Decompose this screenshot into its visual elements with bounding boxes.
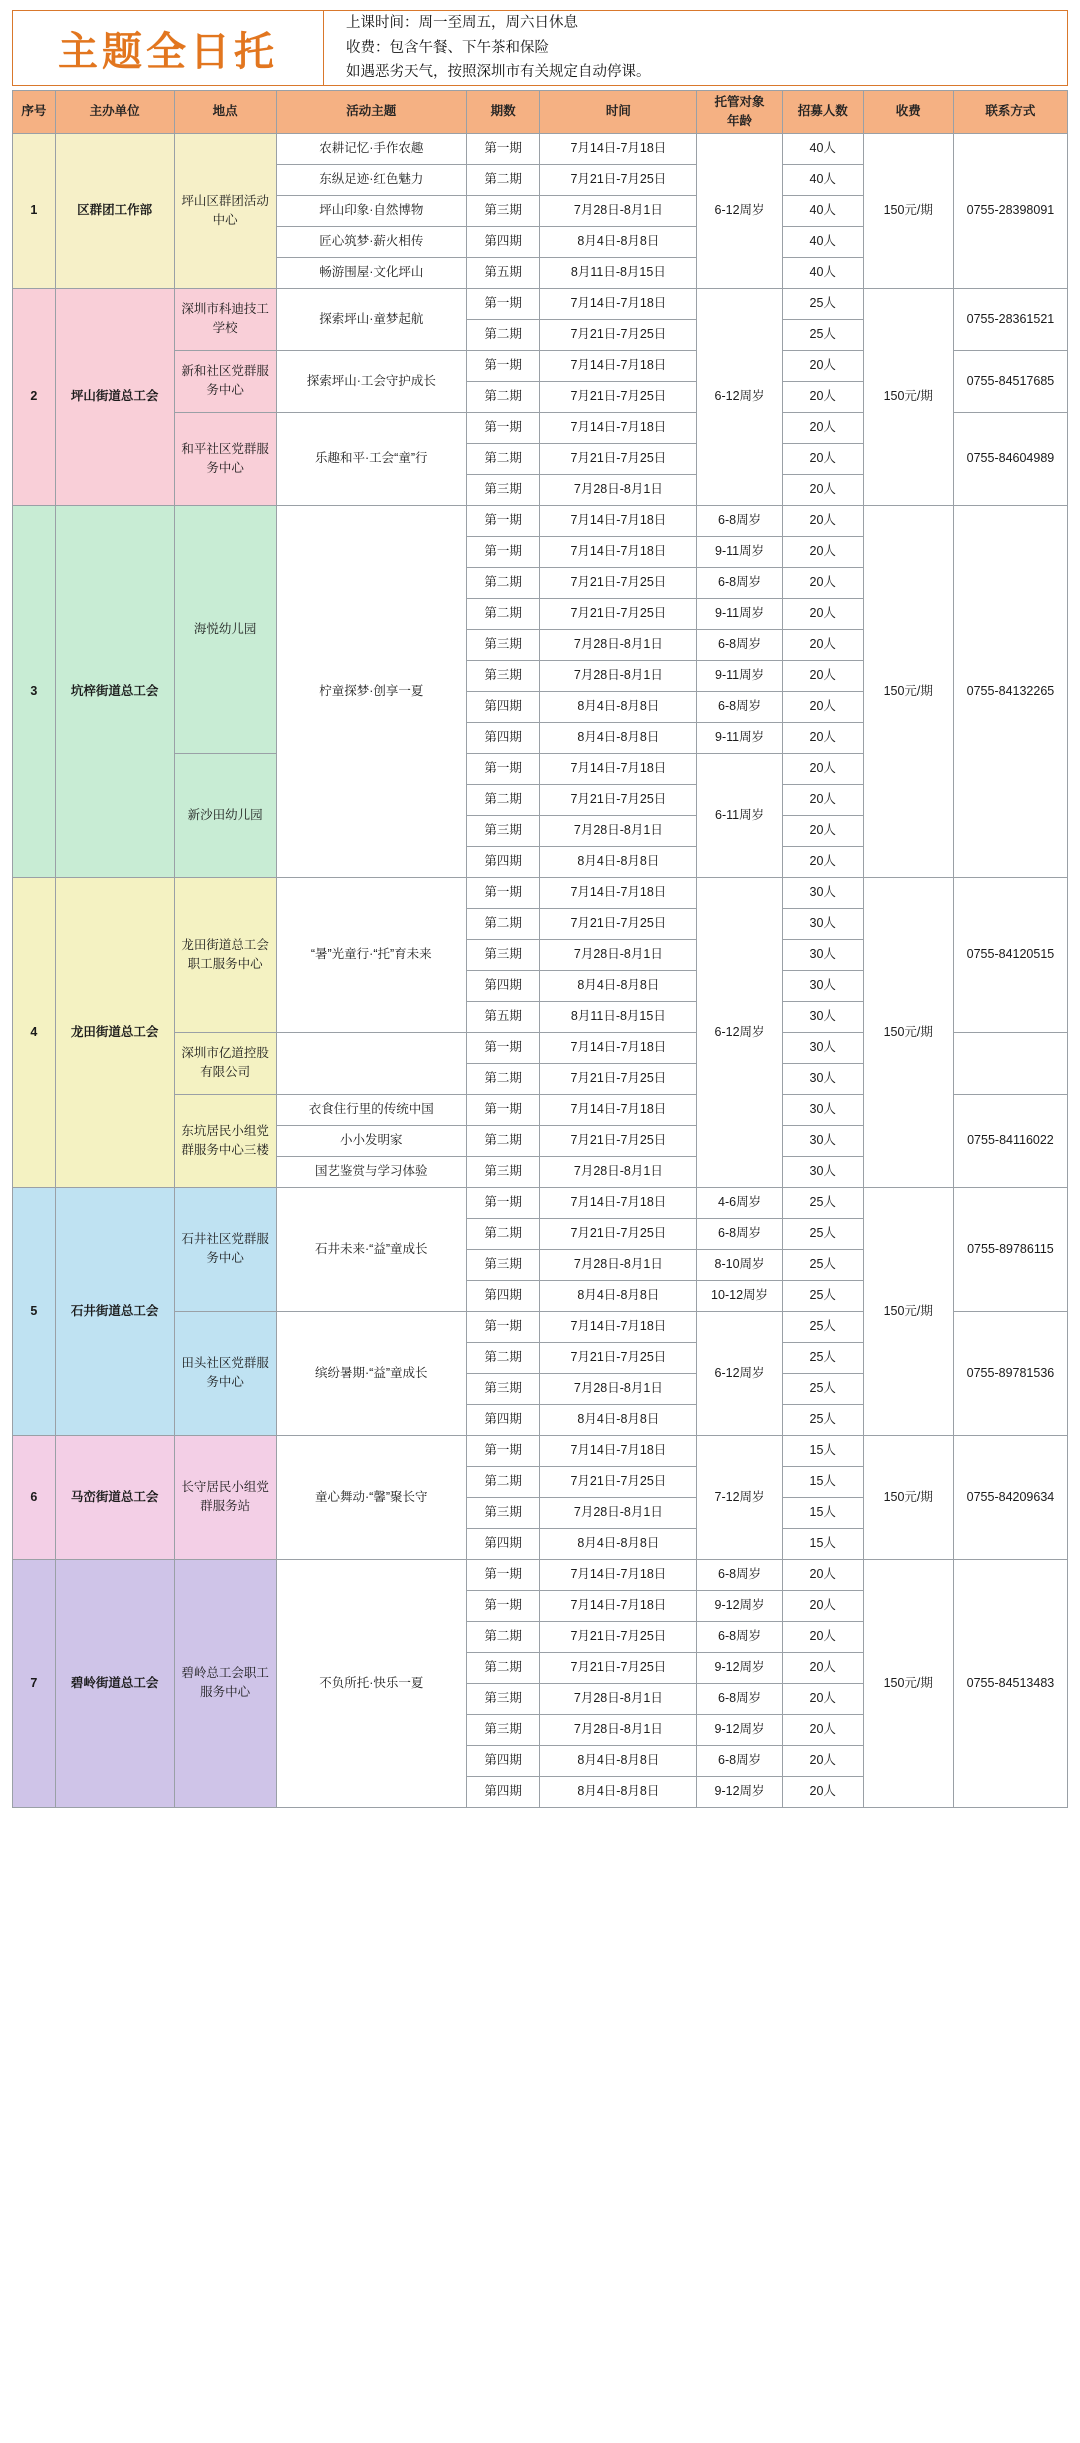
cell-fee: 150元/期 xyxy=(863,1435,953,1559)
table-header-row xyxy=(13,91,1068,134)
cell-place: 深圳市科迪技工学校 xyxy=(174,288,276,350)
cell-time: 8月4日-8月8日 xyxy=(540,691,697,722)
cell-place: 碧岭总工会职工服务中心 xyxy=(174,1559,276,1807)
cell-time: 8月11日-8月15日 xyxy=(540,1001,697,1032)
cell-time: 7月21日-7月25日 xyxy=(540,1652,697,1683)
cell-age: 6-8周岁 xyxy=(697,1559,783,1590)
cell-topic: 缤纷暑期·“益”童成长 xyxy=(276,1311,466,1435)
cell-count: 20人 xyxy=(782,1683,863,1714)
cell-count: 30人 xyxy=(782,1063,863,1094)
cell-period: 第四期 xyxy=(466,226,540,257)
cell-topic: 探索坪山·童梦起航 xyxy=(276,288,466,350)
col-contact: 联系方式 xyxy=(953,91,1067,134)
cell-count: 20人 xyxy=(782,660,863,691)
cell-count: 15人 xyxy=(782,1497,863,1528)
cell-time: 7月21日-7月25日 xyxy=(540,598,697,629)
cell-period: 第四期 xyxy=(466,1745,540,1776)
cell-time: 8月4日-8月8日 xyxy=(540,1745,697,1776)
cell-period: 第一期 xyxy=(466,1590,540,1621)
col-index: 序号 xyxy=(13,91,56,134)
cell-count: 20人 xyxy=(782,815,863,846)
cell-fee: 150元/期 xyxy=(863,1559,953,1807)
cell-period: 第二期 xyxy=(466,1466,540,1497)
cell-period: 第三期 xyxy=(466,1714,540,1745)
cell-place: 新和社区党群服务中心 xyxy=(174,350,276,412)
cell-organizer: 碧岭街道总工会 xyxy=(55,1559,174,1807)
cell-count: 25人 xyxy=(782,1404,863,1435)
cell-count: 20人 xyxy=(782,629,863,660)
cell-period: 第三期 xyxy=(466,1683,540,1714)
cell-time: 8月4日-8月8日 xyxy=(540,226,697,257)
cell-topic xyxy=(276,1032,466,1094)
cell-place: 田头社区党群服务中心 xyxy=(174,1311,276,1435)
cell-contact: 0755-84513483 xyxy=(953,1559,1067,1807)
cell-count: 25人 xyxy=(782,1187,863,1218)
page-title: 主题全日托 xyxy=(13,11,324,85)
cell-period: 第二期 xyxy=(466,164,540,195)
cell-topic: 童心舞动·“馨”聚长守 xyxy=(276,1435,466,1559)
cell-time: 7月21日-7月25日 xyxy=(540,908,697,939)
cell-contact: 0755-84116022 xyxy=(953,1094,1067,1187)
cell-age: 4-6周岁 xyxy=(697,1187,783,1218)
cell-time: 7月14日-7月18日 xyxy=(540,536,697,567)
cell-age: 10-12周岁 xyxy=(697,1280,783,1311)
cell-period: 第一期 xyxy=(466,412,540,443)
cell-contact: 0755-28398091 xyxy=(953,133,1067,288)
cell-period: 第二期 xyxy=(466,1218,540,1249)
cell-topic: 石井未来·“益”童成长 xyxy=(276,1187,466,1311)
cell-count: 20人 xyxy=(782,536,863,567)
cell-place: 深圳市亿道控股有限公司 xyxy=(174,1032,276,1094)
cell-age: 6-8周岁 xyxy=(697,1683,783,1714)
cell-count: 15人 xyxy=(782,1528,863,1559)
cell-period: 第一期 xyxy=(466,877,540,908)
cell-count: 30人 xyxy=(782,908,863,939)
cell-period: 第一期 xyxy=(466,505,540,536)
cell-count: 20人 xyxy=(782,1590,863,1621)
cell-count: 40人 xyxy=(782,257,863,288)
cell-count: 20人 xyxy=(782,1559,863,1590)
cell-count: 25人 xyxy=(782,1342,863,1373)
header-note-2: 收费：包含午餐、下午茶和保险 xyxy=(346,39,549,56)
cell-age: 6-12周岁 xyxy=(697,1311,783,1435)
cell-time: 7月28日-8月1日 xyxy=(540,1683,697,1714)
cell-time: 7月14日-7月18日 xyxy=(540,877,697,908)
cell-topic: 乐趣和平·工会“童”行 xyxy=(276,412,466,505)
cell-count: 25人 xyxy=(782,1249,863,1280)
cell-topic: 小小发明家 xyxy=(276,1125,466,1156)
cell-time: 7月28日-8月1日 xyxy=(540,1156,697,1187)
cell-time: 7月21日-7月25日 xyxy=(540,164,697,195)
cell-time: 7月14日-7月18日 xyxy=(540,1311,697,1342)
cell-time: 8月4日-8月8日 xyxy=(540,1528,697,1559)
cell-period: 第一期 xyxy=(466,1559,540,1590)
table-row xyxy=(13,505,1068,536)
cell-count: 15人 xyxy=(782,1466,863,1497)
cell-topic: 畅游围屋·文化坪山 xyxy=(276,257,466,288)
cell-time: 7月21日-7月25日 xyxy=(540,319,697,350)
table-row xyxy=(13,1559,1068,1590)
cell-period: 第四期 xyxy=(466,1528,540,1559)
cell-time: 7月14日-7月18日 xyxy=(540,1559,697,1590)
cell-count: 25人 xyxy=(782,288,863,319)
cell-place: 龙田街道总工会职工服务中心 xyxy=(174,877,276,1032)
cell-count: 30人 xyxy=(782,1001,863,1032)
cell-age: 6-11周岁 xyxy=(697,753,783,877)
col-period: 期数 xyxy=(466,91,540,134)
cell-time: 7月21日-7月25日 xyxy=(540,1125,697,1156)
cell-topic: 东纵足迹·红色魅力 xyxy=(276,164,466,195)
cell-index: 3 xyxy=(13,505,56,877)
cell-time: 8月4日-8月8日 xyxy=(540,1280,697,1311)
cell-period: 第一期 xyxy=(466,133,540,164)
cell-period: 第二期 xyxy=(466,1063,540,1094)
cell-topic: 探索坪山·工会守护成长 xyxy=(276,350,466,412)
cell-period: 第三期 xyxy=(466,629,540,660)
table-body xyxy=(13,133,1068,1807)
cell-count: 30人 xyxy=(782,1094,863,1125)
cell-age: 9-11周岁 xyxy=(697,660,783,691)
cell-count: 30人 xyxy=(782,1032,863,1063)
cell-topic: “暑”光童行·“托”育未来 xyxy=(276,877,466,1032)
header-note-3: 如遇恶劣天气，按照深圳市有关规定自动停课。 xyxy=(346,64,651,81)
table-row xyxy=(13,1435,1068,1466)
cell-contact: 0755-84132265 xyxy=(953,505,1067,877)
cell-count: 20人 xyxy=(782,412,863,443)
cell-place: 海悦幼儿园 xyxy=(174,505,276,753)
cell-time: 7月28日-8月1日 xyxy=(540,1249,697,1280)
cell-count: 20人 xyxy=(782,474,863,505)
col-topic: 活动主题 xyxy=(276,91,466,134)
cell-organizer: 石井街道总工会 xyxy=(55,1187,174,1435)
cell-time: 7月14日-7月18日 xyxy=(540,412,697,443)
cell-index: 6 xyxy=(13,1435,56,1559)
col-fee: 收费 xyxy=(863,91,953,134)
cell-period: 第三期 xyxy=(466,474,540,505)
cell-topic: 柠童探梦·创享一夏 xyxy=(276,505,466,877)
cell-count: 30人 xyxy=(782,877,863,908)
cell-time: 7月14日-7月18日 xyxy=(540,350,697,381)
cell-place: 和平社区党群服务中心 xyxy=(174,412,276,505)
cell-count: 20人 xyxy=(782,505,863,536)
cell-period: 第二期 xyxy=(466,567,540,598)
cell-period: 第二期 xyxy=(466,1342,540,1373)
cell-count: 20人 xyxy=(782,1745,863,1776)
cell-time: 8月4日-8月8日 xyxy=(540,1776,697,1807)
cell-fee: 150元/期 xyxy=(863,1187,953,1435)
cell-period: 第一期 xyxy=(466,1435,540,1466)
cell-time: 7月14日-7月18日 xyxy=(540,753,697,784)
cell-index: 1 xyxy=(13,133,56,288)
cell-period: 第一期 xyxy=(466,536,540,567)
cell-count: 20人 xyxy=(782,350,863,381)
col-age-line1: 托管对象 xyxy=(714,95,765,109)
cell-contact xyxy=(953,1032,1067,1094)
cell-count: 40人 xyxy=(782,164,863,195)
cell-time: 7月28日-8月1日 xyxy=(540,660,697,691)
cell-count: 20人 xyxy=(782,691,863,722)
cell-contact: 0755-89781536 xyxy=(953,1311,1067,1435)
cell-period: 第二期 xyxy=(466,1652,540,1683)
cell-count: 20人 xyxy=(782,846,863,877)
cell-count: 40人 xyxy=(782,226,863,257)
cell-index: 5 xyxy=(13,1187,56,1435)
cell-age: 9-12周岁 xyxy=(697,1652,783,1683)
cell-period: 第四期 xyxy=(466,1404,540,1435)
cell-index: 2 xyxy=(13,288,56,505)
col-time: 时间 xyxy=(540,91,697,134)
cell-period: 第三期 xyxy=(466,815,540,846)
cell-count: 15人 xyxy=(782,1435,863,1466)
cell-count: 20人 xyxy=(782,1776,863,1807)
cell-period: 第二期 xyxy=(466,908,540,939)
cell-time: 7月21日-7月25日 xyxy=(540,1466,697,1497)
cell-time: 7月28日-8月1日 xyxy=(540,815,697,846)
cell-time: 7月14日-7月18日 xyxy=(540,1094,697,1125)
cell-period: 第四期 xyxy=(466,846,540,877)
cell-time: 7月28日-8月1日 xyxy=(540,1497,697,1528)
table-row xyxy=(13,133,1068,164)
cell-period: 第四期 xyxy=(466,1776,540,1807)
cell-contact: 0755-84604989 xyxy=(953,412,1067,505)
cell-count: 30人 xyxy=(782,970,863,1001)
cell-count: 25人 xyxy=(782,1280,863,1311)
cell-time: 7月21日-7月25日 xyxy=(540,1218,697,1249)
cell-count: 20人 xyxy=(782,722,863,753)
cell-time: 8月4日-8月8日 xyxy=(540,846,697,877)
cell-period: 第四期 xyxy=(466,722,540,753)
cell-time: 7月21日-7月25日 xyxy=(540,443,697,474)
cell-time: 8月4日-8月8日 xyxy=(540,1404,697,1435)
cell-organizer: 马峦街道总工会 xyxy=(55,1435,174,1559)
cell-fee: 150元/期 xyxy=(863,133,953,288)
cell-age: 9-11周岁 xyxy=(697,722,783,753)
cell-contact: 0755-28361521 xyxy=(953,288,1067,350)
cell-period: 第三期 xyxy=(466,1249,540,1280)
cell-time: 7月21日-7月25日 xyxy=(540,567,697,598)
col-age-line2: 年龄 xyxy=(727,113,753,128)
cell-time: 7月14日-7月18日 xyxy=(540,1435,697,1466)
cell-age: 6-8周岁 xyxy=(697,629,783,660)
cell-period: 第一期 xyxy=(466,1032,540,1063)
cell-time: 7月21日-7月25日 xyxy=(540,784,697,815)
cell-organizer: 龙田街道总工会 xyxy=(55,877,174,1187)
cell-period: 第一期 xyxy=(466,288,540,319)
cell-time: 8月11日-8月15日 xyxy=(540,257,697,288)
col-count: 招募人数 xyxy=(782,91,863,134)
cell-count: 20人 xyxy=(782,381,863,412)
cell-count: 30人 xyxy=(782,1125,863,1156)
cell-time: 7月21日-7月25日 xyxy=(540,1342,697,1373)
cell-time: 7月28日-8月1日 xyxy=(540,629,697,660)
cell-place: 东坑居民小组党群服务中心三楼 xyxy=(174,1094,276,1187)
cell-count: 20人 xyxy=(782,567,863,598)
table-row xyxy=(13,288,1068,319)
cell-time: 7月28日-8月1日 xyxy=(540,195,697,226)
cell-period: 第二期 xyxy=(466,381,540,412)
cell-time: 7月28日-8月1日 xyxy=(540,1373,697,1404)
cell-time: 7月21日-7月25日 xyxy=(540,1621,697,1652)
cell-age: 7-12周岁 xyxy=(697,1435,783,1559)
cell-count: 25人 xyxy=(782,1373,863,1404)
cell-time: 7月28日-8月1日 xyxy=(540,474,697,505)
cell-count: 20人 xyxy=(782,598,863,629)
cell-time: 7月28日-8月1日 xyxy=(540,1714,697,1745)
cell-time: 7月14日-7月18日 xyxy=(540,505,697,536)
cell-time: 7月14日-7月18日 xyxy=(540,133,697,164)
cell-time: 7月21日-7月25日 xyxy=(540,1063,697,1094)
cell-count: 30人 xyxy=(782,1156,863,1187)
cell-topic: 坪山印象·自然博物 xyxy=(276,195,466,226)
cell-period: 第一期 xyxy=(466,753,540,784)
cell-age: 6-12周岁 xyxy=(697,133,783,288)
cell-period: 第一期 xyxy=(466,1187,540,1218)
cell-period: 第一期 xyxy=(466,1094,540,1125)
cell-age: 6-12周岁 xyxy=(697,288,783,505)
cell-time: 7月14日-7月18日 xyxy=(540,1032,697,1063)
cell-period: 第二期 xyxy=(466,319,540,350)
cell-period: 第五期 xyxy=(466,257,540,288)
cell-count: 20人 xyxy=(782,1652,863,1683)
cell-count: 40人 xyxy=(782,133,863,164)
col-age xyxy=(697,91,783,134)
cell-time: 7月14日-7月18日 xyxy=(540,1187,697,1218)
cell-place: 石井社区党群服务中心 xyxy=(174,1187,276,1311)
cell-age: 6-8周岁 xyxy=(697,567,783,598)
schedule-table xyxy=(12,90,1068,1808)
cell-age: 6-8周岁 xyxy=(697,691,783,722)
cell-period: 第二期 xyxy=(466,598,540,629)
cell-contact: 0755-84517685 xyxy=(953,350,1067,412)
cell-place: 长守居民小组党群服务站 xyxy=(174,1435,276,1559)
cell-count: 20人 xyxy=(782,784,863,815)
cell-organizer: 区群团工作部 xyxy=(55,133,174,288)
cell-count: 25人 xyxy=(782,1218,863,1249)
cell-count: 20人 xyxy=(782,443,863,474)
cell-topic: 衣食住行里的传统中国 xyxy=(276,1094,466,1125)
cell-contact: 0755-84209634 xyxy=(953,1435,1067,1559)
cell-period: 第一期 xyxy=(466,350,540,381)
table-row xyxy=(13,877,1068,908)
cell-time: 8月4日-8月8日 xyxy=(540,722,697,753)
cell-period: 第三期 xyxy=(466,660,540,691)
cell-age: 6-8周岁 xyxy=(697,1621,783,1652)
cell-index: 4 xyxy=(13,877,56,1187)
cell-period: 第一期 xyxy=(466,1311,540,1342)
cell-period: 第三期 xyxy=(466,1373,540,1404)
cell-topic: 农耕记忆·手作农趣 xyxy=(276,133,466,164)
cell-period: 第四期 xyxy=(466,1280,540,1311)
cell-count: 40人 xyxy=(782,195,863,226)
cell-age: 6-8周岁 xyxy=(697,1745,783,1776)
cell-period: 第三期 xyxy=(466,939,540,970)
cell-time: 7月28日-8月1日 xyxy=(540,939,697,970)
cell-age: 9-12周岁 xyxy=(697,1776,783,1807)
cell-place: 坪山区群团活动中心 xyxy=(174,133,276,288)
cell-count: 20人 xyxy=(782,1621,863,1652)
cell-age: 8-10周岁 xyxy=(697,1249,783,1280)
cell-count: 20人 xyxy=(782,1714,863,1745)
cell-contact: 0755-89786115 xyxy=(953,1187,1067,1311)
cell-organizer: 坪山街道总工会 xyxy=(55,288,174,505)
cell-period: 第五期 xyxy=(466,1001,540,1032)
cell-period: 第四期 xyxy=(466,691,540,722)
cell-period: 第四期 xyxy=(466,970,540,1001)
col-organizer: 主办单位 xyxy=(55,91,174,134)
cell-age: 6-8周岁 xyxy=(697,505,783,536)
cell-age: 9-11周岁 xyxy=(697,598,783,629)
cell-fee: 150元/期 xyxy=(863,505,953,877)
cell-organizer: 坑梓街道总工会 xyxy=(55,505,174,877)
cell-fee: 150元/期 xyxy=(863,288,953,505)
document-header xyxy=(12,10,1068,86)
cell-period: 第三期 xyxy=(466,1156,540,1187)
cell-count: 25人 xyxy=(782,319,863,350)
col-place: 地点 xyxy=(174,91,276,134)
cell-period: 第二期 xyxy=(466,443,540,474)
cell-place: 新沙田幼儿园 xyxy=(174,753,276,877)
cell-fee: 150元/期 xyxy=(863,877,953,1187)
cell-time: 7月14日-7月18日 xyxy=(540,1590,697,1621)
cell-age: 6-12周岁 xyxy=(697,877,783,1187)
cell-period: 第三期 xyxy=(466,195,540,226)
cell-topic: 不负所托·快乐一夏 xyxy=(276,1559,466,1807)
header-note-1: 上课时间：周一至周五，周六日休息 xyxy=(346,15,578,32)
cell-period: 第二期 xyxy=(466,1621,540,1652)
table-row xyxy=(13,1187,1068,1218)
cell-age: 6-8周岁 xyxy=(697,1218,783,1249)
cell-period: 第二期 xyxy=(466,1125,540,1156)
cell-time: 7月21日-7月25日 xyxy=(540,381,697,412)
cell-topic: 国艺鉴赏与学习体验 xyxy=(276,1156,466,1187)
cell-count: 20人 xyxy=(782,753,863,784)
cell-age: 9-12周岁 xyxy=(697,1714,783,1745)
header-notes xyxy=(324,11,1067,85)
cell-period: 第三期 xyxy=(466,1497,540,1528)
cell-age: 9-12周岁 xyxy=(697,1590,783,1621)
cell-period: 第二期 xyxy=(466,784,540,815)
cell-count: 30人 xyxy=(782,939,863,970)
cell-count: 25人 xyxy=(782,1311,863,1342)
cell-topic: 匠心筑梦·薪火相传 xyxy=(276,226,466,257)
cell-contact: 0755-84120515 xyxy=(953,877,1067,1032)
cell-time: 7月14日-7月18日 xyxy=(540,288,697,319)
cell-time: 8月4日-8月8日 xyxy=(540,970,697,1001)
cell-age: 9-11周岁 xyxy=(697,536,783,567)
cell-index: 7 xyxy=(13,1559,56,1807)
